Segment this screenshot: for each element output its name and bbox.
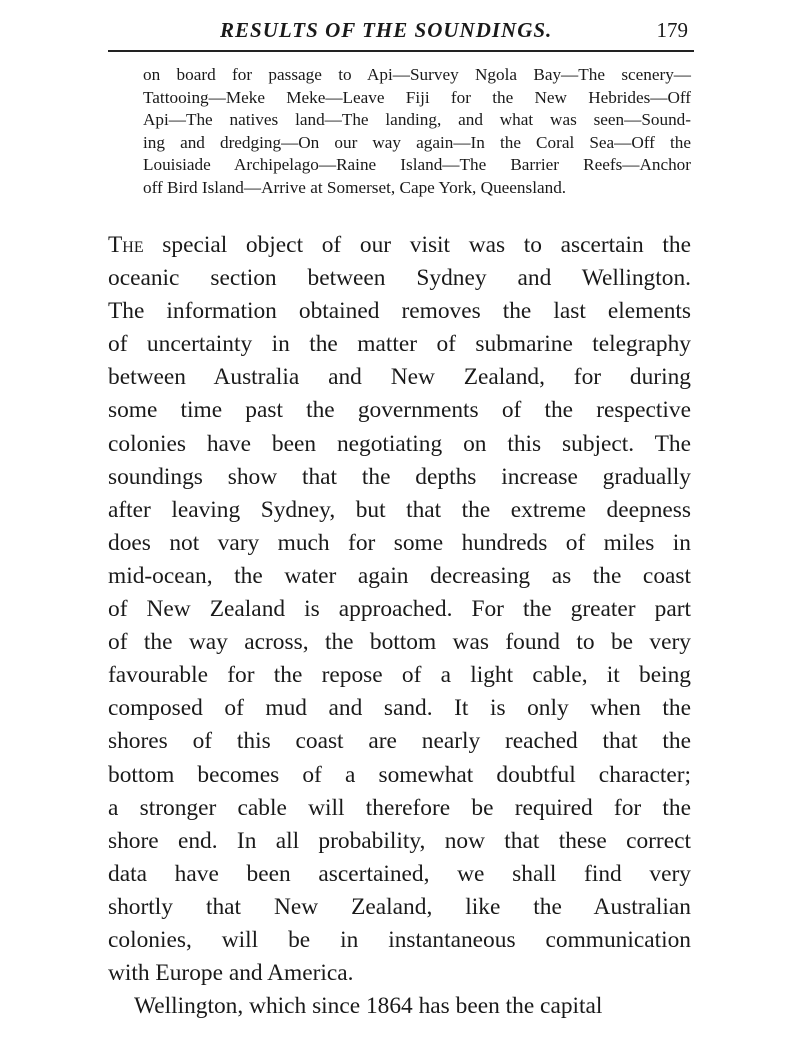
running-title: RESULTS OF THE SOUNDINGS. (220, 18, 553, 42)
body-line: shores of this coast are nearly reached that the (108, 728, 691, 755)
header-rule (108, 50, 694, 52)
body-line: a stronger cable will therefore be required for the (108, 794, 691, 821)
opening-word: The (108, 232, 144, 258)
body-line: data have been ascertained, we shall find very (108, 860, 691, 887)
synopsis-line: Louisiade Archipelago—Raine Island—The Barrier Reefs—Anchor (143, 155, 691, 175)
body-line-text: special object of our visit was to ascertain the (143, 232, 691, 258)
body-line: with Europe and America. (108, 960, 354, 987)
body-line: after leaving Sydney, but that the extreme deepness (108, 496, 691, 523)
synopsis-line: Tattooing—Meke Meke—Leave Fiji for the New Hebrides—Off (143, 87, 691, 107)
body-line: colonies, will be in instantaneous communication (108, 926, 691, 953)
body-line: colonies have been negotiating on this subject. The (108, 430, 691, 457)
body-line: of uncertainty in the matter of submarine telegraphy (108, 331, 691, 358)
body-line: between Australia and New Zealand, for during (108, 364, 691, 391)
body-line: mid-ocean, the water again decreasing as the coast (108, 562, 691, 589)
body-line (108, 229, 691, 262)
running-header (110, 18, 690, 48)
synopsis-line: on board for passage to Api—Survey Ngola Bay—The scenery— (143, 65, 691, 84)
synopsis-line: ing and dredging—On our way again—In the Coral Sea—Off the (143, 132, 691, 152)
body-line: bottom becomes of a somewhat doubtful character; (108, 761, 691, 788)
body-line: shore end. In all probability, now that these correct (108, 827, 691, 854)
synopsis-line: off Bird Island—Arrive at Somerset, Cape York, Queensland. (143, 177, 567, 197)
body-line: shortly that New Zealand, like the Australian (108, 893, 691, 920)
body-line: of the way across, the bottom was found to be very (108, 629, 691, 656)
body-line: oceanic section between Sydney and Wellington. (108, 265, 691, 292)
body-line: does not vary much for some hundreds of miles in (108, 529, 691, 556)
body-line: The information obtained removes the last elements (108, 298, 691, 325)
body-text (108, 229, 691, 1023)
body-line: favourable for the repose of a light cable, it being (108, 662, 691, 689)
chapter-synopsis (143, 64, 691, 200)
body-line: of New Zealand is approached. For the greater part (108, 596, 691, 623)
synopsis-line: Api—The natives land—The landing, and what was seen—Sound- (143, 110, 691, 130)
body-line: soundings show that the depths increase gradually (108, 463, 691, 490)
page-number: 179 (656, 18, 688, 42)
body-line: Wellington, which since 1864 has been the capital (134, 993, 603, 1020)
body-line: composed of mud and sand. It is only when the (108, 695, 691, 722)
body-line: some time past the governments of the respective (108, 397, 691, 424)
